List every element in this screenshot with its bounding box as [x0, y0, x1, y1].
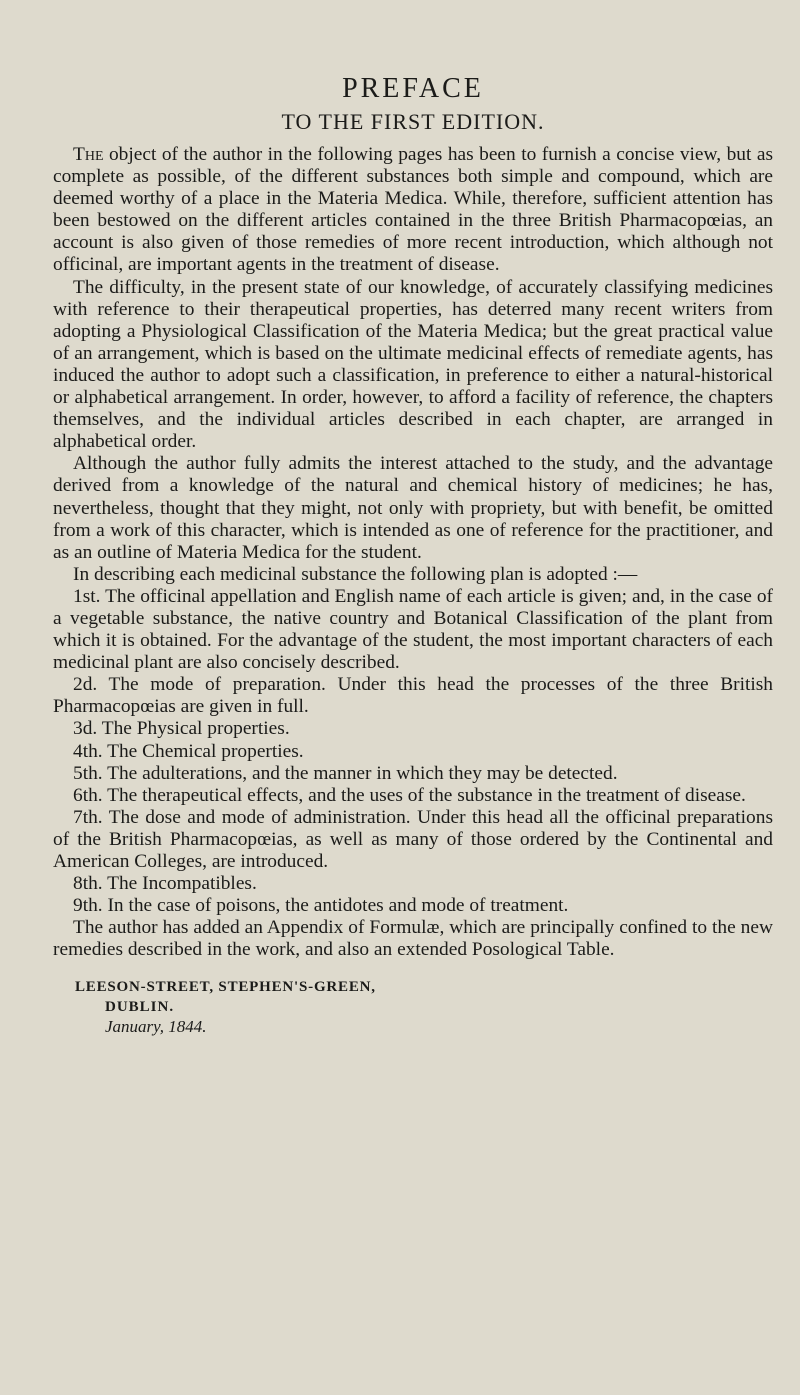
- imprint-street: LEESON-STREET, STEPHEN'S-GREEN,: [75, 979, 376, 996]
- plan-item-6: 6th. The therapeutical effects, and the uses of the substance in the treatment of disease.: [73, 784, 746, 806]
- paragraph-natural-history: Although the author fully admits the interest attached to the study, and the advantage derived from a knowledge of the natural and chemical history of medicines; he has, nevertheless, thought that they might, not only with propriety, but with benefit, be omitted from a work of this character, which is intended as one of reference for the practitioner, and as an outline of Materia Medica for the student.: [53, 453, 773, 563]
- paragraph-intro: [53, 144, 773, 277]
- plan-item-5: 5th. The adulterations, and the manner in which they may be detected.: [73, 762, 618, 784]
- plan-item-1: 1st. The officinal appellation and English name of each article is given; and, in the case of a vegetable substance, the native country and Botanical Classification of the plant from which it is obtained. For the advantage of the student, the most important characters of each medicinal plant are also concisely described.: [53, 585, 773, 674]
- paragraph-plan-intro: In describing each medicinal substance the following plan is adopted :—: [73, 563, 638, 585]
- plan-item-7: 7th. The dose and mode of administration. Under this head all the officinal preparations of the British Pharmacopœias, as well as many of those ordered by the Continental and American Colleges, are introduced.: [53, 806, 773, 872]
- page-subtitle: TO THE FIRST EDITION.: [281, 109, 545, 134]
- plan-item-8: 8th. The Incompatibles.: [73, 873, 257, 895]
- plan-item-9: 9th. In the case of poisons, the antidotes and mode of treatment.: [73, 895, 569, 917]
- paragraph-classification: The difficulty, in the present state of our knowledge, of accurately classifying medicines with reference to their therapeutical properties, has deterred many recent writers from adopting a Physiological Classification of the Materia Medica; but the great practical value of an arrangement, which is based on the ultimate medicinal effects of remediate agents, has induced the author to adopt such a classification, in preference to either a natural-historical or alphabetical arrangement. In order, however, to afford a facility of reference, the chapters themselves, and the individual articles described in each chapter, are arranged in alphabetical order.: [53, 276, 773, 453]
- paragraph-closing: The author has added an Appendix of Formulæ, which are principally confined to the new remedies described in the work, and also an extended Posological Table.: [53, 917, 773, 961]
- plan-item-3: 3d. The Physical properties.: [73, 718, 290, 740]
- imprint: [53, 977, 773, 1037]
- paragraph-lead-word: The: [73, 144, 104, 165]
- plan-item-4: 4th. The Chemical properties.: [73, 740, 304, 762]
- plan-item-2: 2d. The mode of preparation. Under this head the processes of the three British Pharmacopœias are given in full.: [53, 674, 773, 718]
- page-title: PREFACE: [342, 73, 484, 104]
- imprint-city: DUBLIN.: [105, 999, 175, 1016]
- paragraph-intro-text: object of the author in the following pages has been to furnish a concise view, but as complete as possible, of the different substances both simple and compound, which are deemed worthy of a place in the Materia Medica. While, therefore, sufficient attention has been bestowed on the different articles contained in the three British Pharmacopœias, an account is also given of those remedies of more recent introduction, which although not officinal, are important agents in the treatment of disease.: [53, 144, 773, 276]
- imprint-date: January, 1844.: [105, 1017, 207, 1037]
